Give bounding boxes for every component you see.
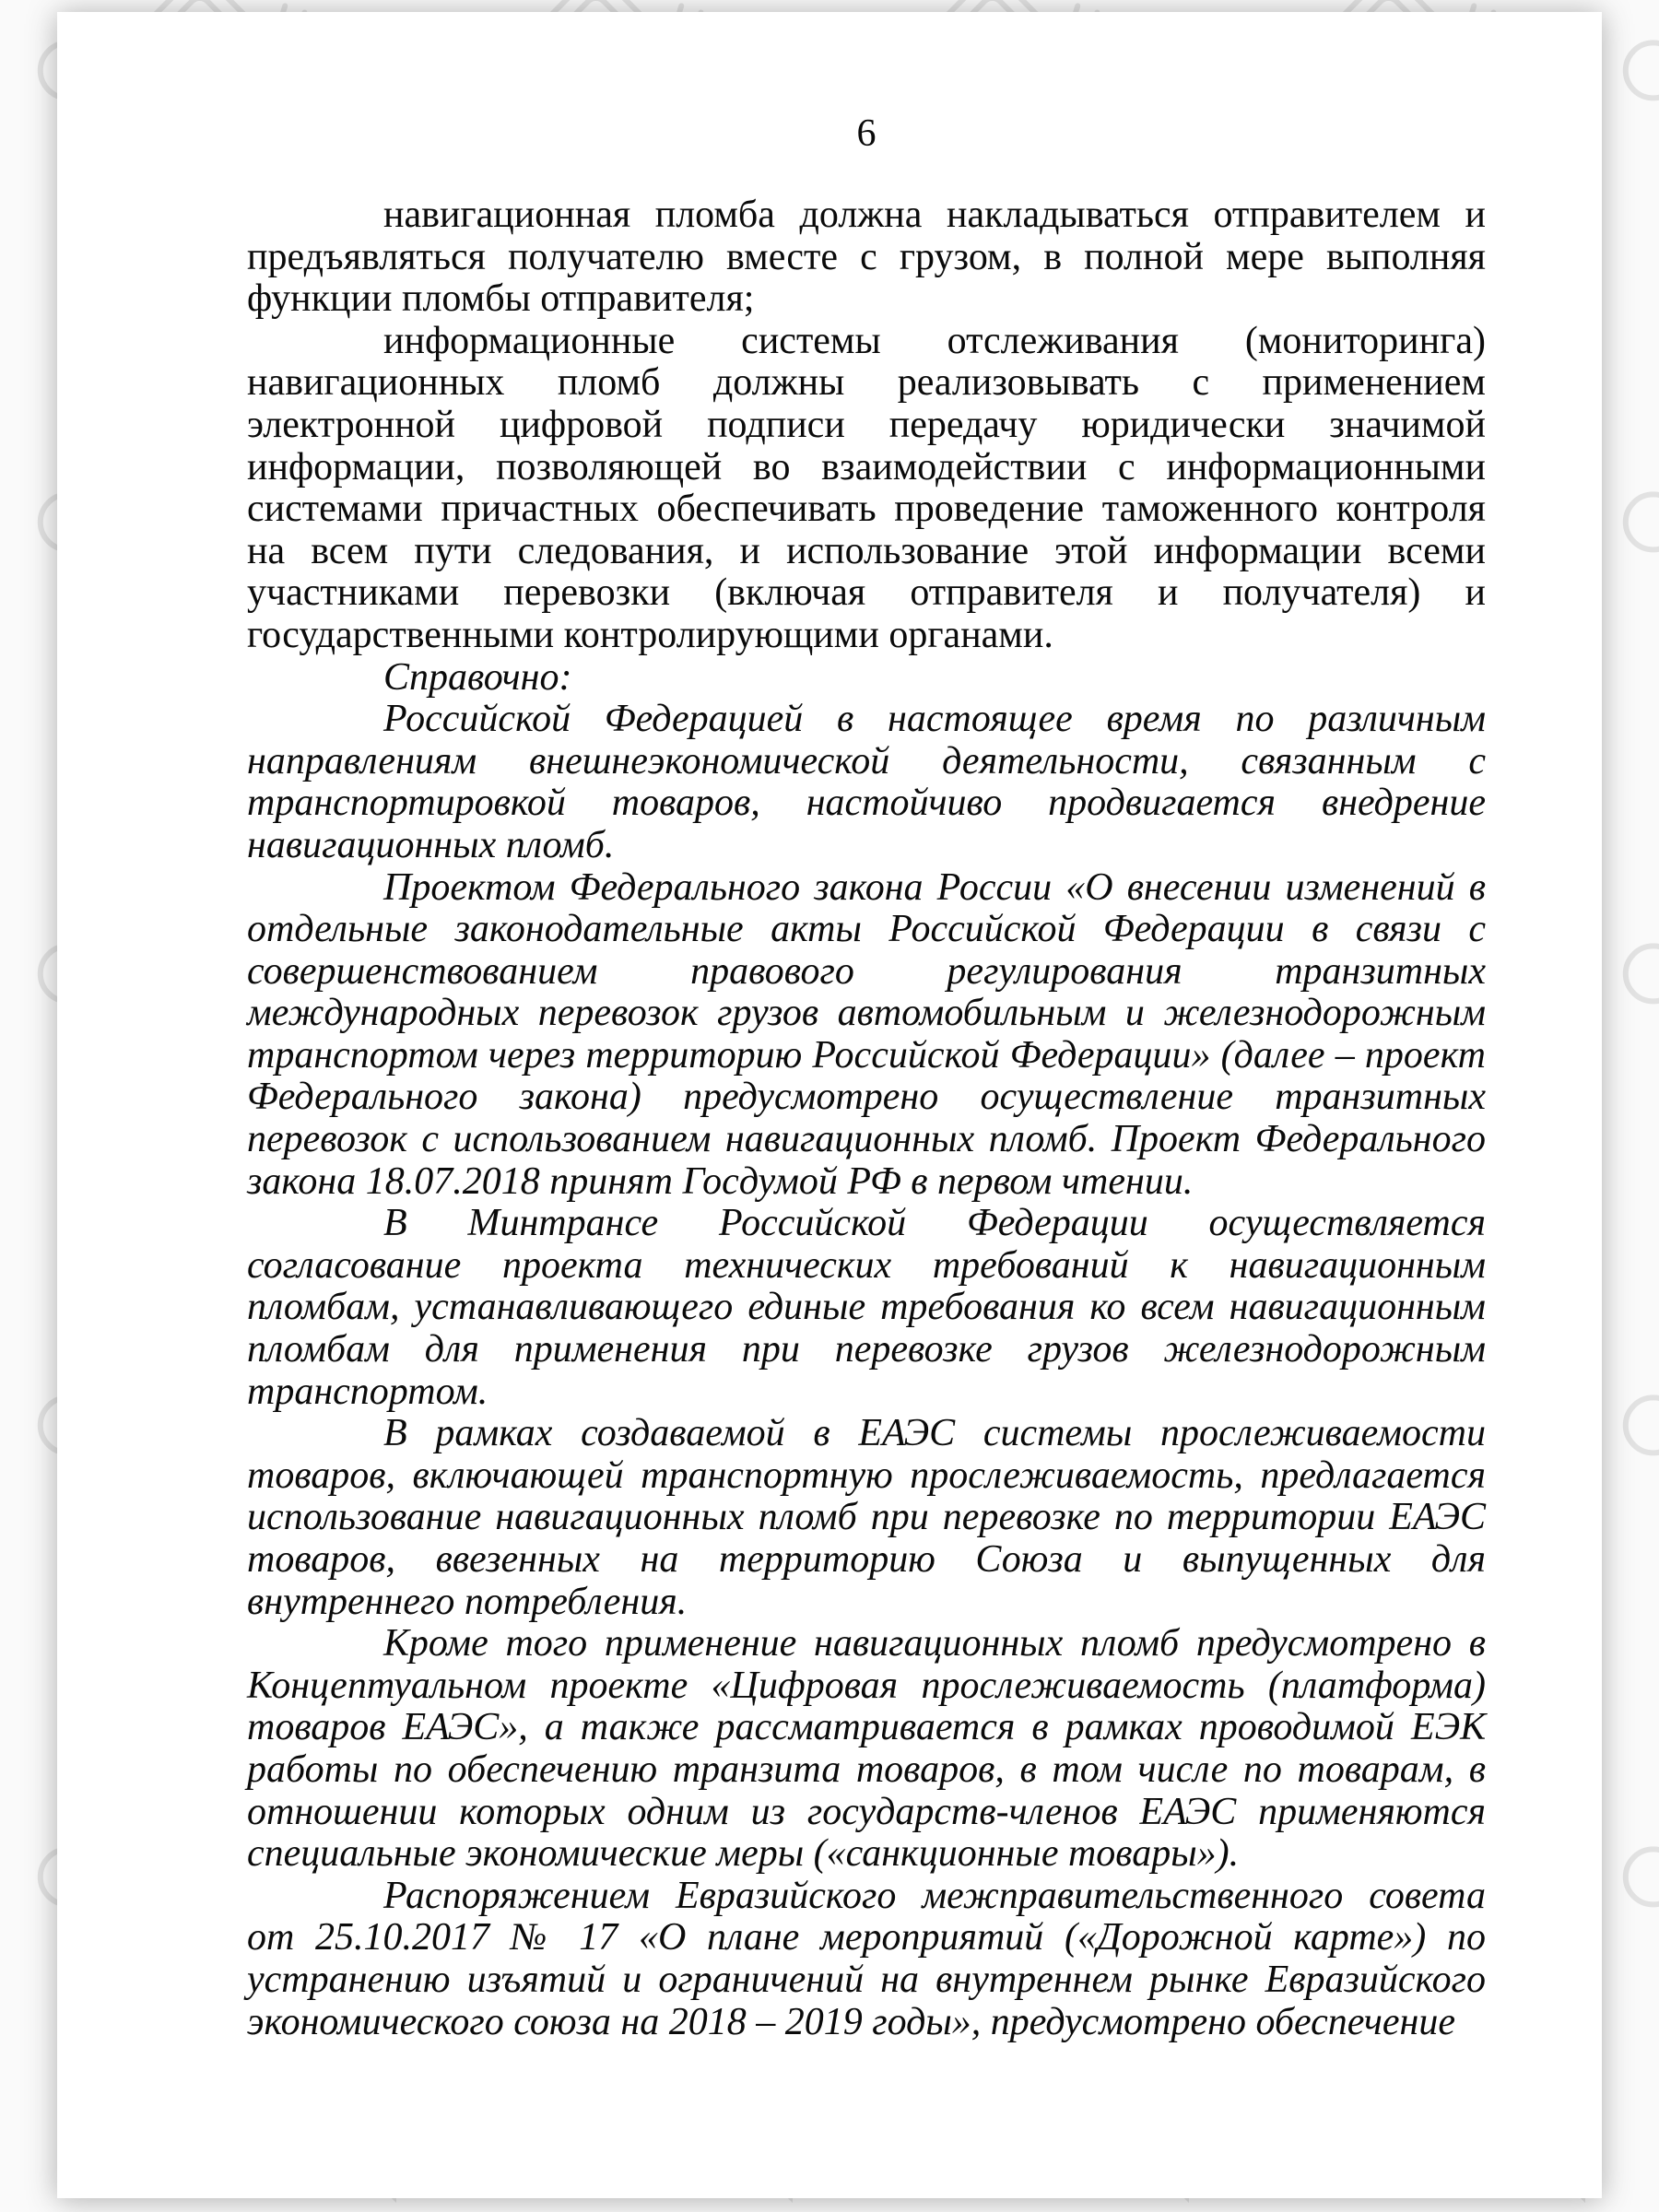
- paragraph: В Минтрансе Российской Федерации осуществляется согласование проекта технических требований к навигационным пломбам, устанавливающего единые требования ко всем навигационным пломбам для применения при перевозке грузов железнодорожным транспортом.: [247, 1202, 1486, 1413]
- paragraph: Кроме того применение навигационных пломб предусмотрено в Концептуальном проекте «Цифровая прослеживаемость (платформа) товаров ЕАЭС», а также рассматривается в рамках проводимой ЕЭК работы по обеспечению транзита товаров, в том числе по товарам, в отношении которых одним из государств-членов ЕАЭС применяются специальные экономические меры («санкционные товары»).: [247, 1622, 1486, 1876]
- paragraph: навигационная пломба должна накладываться отправителем и предъявляться получателю вместе с грузом, в полной мере выполняя функции пломбы отправителя;: [247, 194, 1486, 321]
- paragraph: Проектом Федерального закона России «О внесении изменений в отдельные законодательные акты Российской Федерации в связи с совершенствованием правового регулирования транзитных международных перевозок грузов автомобильным и железнодорожным транспортом через территорию Российской Федерации» (далее – проект Федерального закона) предусмотрено осуществление транзитных перевозок с использованием навигационных пломб. Проект Федерального закона 18.07.2018 принят Госдумой РФ в первом чтении.: [247, 865, 1486, 1203]
- paragraph: Российской Федерацией в настоящее время по различным направлениям внешнеэкономической деятельности, связанным с транспортировкой товаров, настойчиво продвигается внедрение навигационных пломб.: [247, 698, 1486, 866]
- paragraph: В рамках создаваемой в ЕАЭС системы прослеживаемости товаров, включающей транспортную прослеживаемость, предлагается использование навигационных пломб при перевозке по территории ЕАЭС товаров, ввезенных на территорию Союза и выпущенных для внутреннего потребления.: [247, 1412, 1486, 1623]
- page-number: 6: [856, 112, 877, 155]
- paragraph: Распоряжением Евразийского межправительственного совета от 25.10.2017 № 17 «О плане мероприятий («Дорожной карте») по устранению изъятий и ограничений на внутреннем рынке Евразийского экономического союза на 2018 – 2019 годы», предусмотрено обеспечение: [247, 1874, 1486, 2043]
- document-body: [247, 194, 1486, 2043]
- paragraph: информационные системы отслеживания (мониторинга) навигационных пломб должны реализовывать с применением электронной цифровой подписи передачу юридически значимой информации, позволяющей во взаимодействии с информационными системами причастных обеспечивать проведение таможенного контроля на всем пути следования, и использование этой информации всеми участниками перевозки (включая отправителя и получателя) и государственными контролирующими органами.: [247, 319, 1486, 656]
- paragraph: Справочно:: [383, 655, 572, 699]
- document-page: [57, 12, 1602, 2198]
